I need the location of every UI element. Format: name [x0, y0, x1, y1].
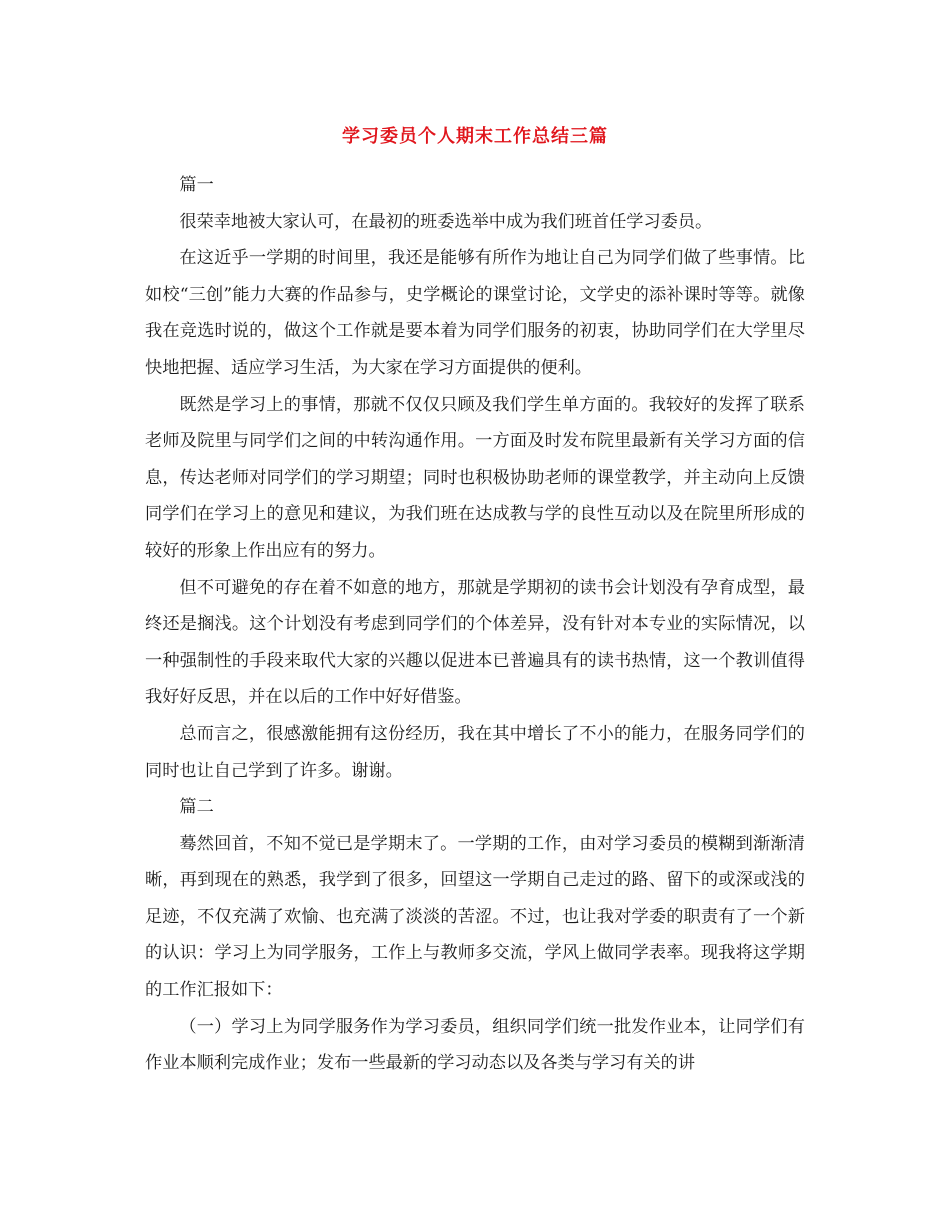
paragraph: 蓦然回首，不知不觉已是学期末了。一学期的工作，由对学习委员的模糊到渐渐清晰，再到现在的熟悉，我学到了很多，回望这一学期自己走过的路、留下的或深或浅的足迹，不仅充满了欢愉、也充满了淡淡的苦涩。不过，也让我对学委的职责有了一个新的认识：学习上为同学服务，工作上与教师多交流，学风上做同学表率。现我将这学期的工作汇报如下：	[145, 833, 805, 1001]
section-heading: 篇二	[179, 797, 214, 818]
paragraph: 很荣幸地被大家认可，在最初的班委选举中成为我们班首任学习委员。	[179, 211, 713, 232]
paragraph: （一）学习上为同学服务作为学习委员，组织同学们统一批发作业本，让同学们有作业本顺利完成作业；发布一些最新的学习动态以及各类与学习有关的讲	[145, 1016, 805, 1074]
document-title: 学习委员个人期末工作总结三篇	[342, 126, 608, 147]
paragraph: 但不可避免的存在着不如意的地方，那就是学期初的读书会计划没有孕育成型，最终还是搁浅。这个计划没有考虑到同学们的个体差异，没有针对本专业的实际情况，以一种强制性的手段来取代大家的兴趣以促进本已普遍具有的读书热情，这一个教训值得我好好反思，并在以后的工作中好好借鉴。	[145, 577, 805, 708]
document-body	[145, 167, 805, 1082]
paragraph: 既然是学习上的事情，那就不仅仅只顾及我们学生单方面的。我较好的发挥了联系老师及院里与同学们之间的中转沟通作用。一方面及时发布院里最新有关学习方面的信息，传达老师对同学们的学习期望；同时也积极协助老师的课堂教学，并主动向上反馈同学们在学习上的意见和建议，为我们班在达成教与学的良性互动以及在院里所形成的较好的形象上作出应有的努力。	[145, 394, 805, 561]
section-heading: 篇一	[179, 175, 214, 195]
paragraph: 总而言之，很感激能拥有这份经历，我在其中增长了不小的能力，在服务同学们的同时也让自己学到了许多。谢谢。	[145, 723, 805, 781]
paragraph: 在这近乎一学期的时间里，我还是能够有所作为地让自己为同学们做了些事情。比如校“三创”能力大赛的作品参与，史学概论的课堂讨论，文学史的添补课时等等。就像我在竞选时说的，做这个工作就是要本着为同学们服务的初衷，协助同学们在大学里尽快地把握、适应学习生活，为大家在学习方面提供的便利。	[145, 248, 805, 378]
